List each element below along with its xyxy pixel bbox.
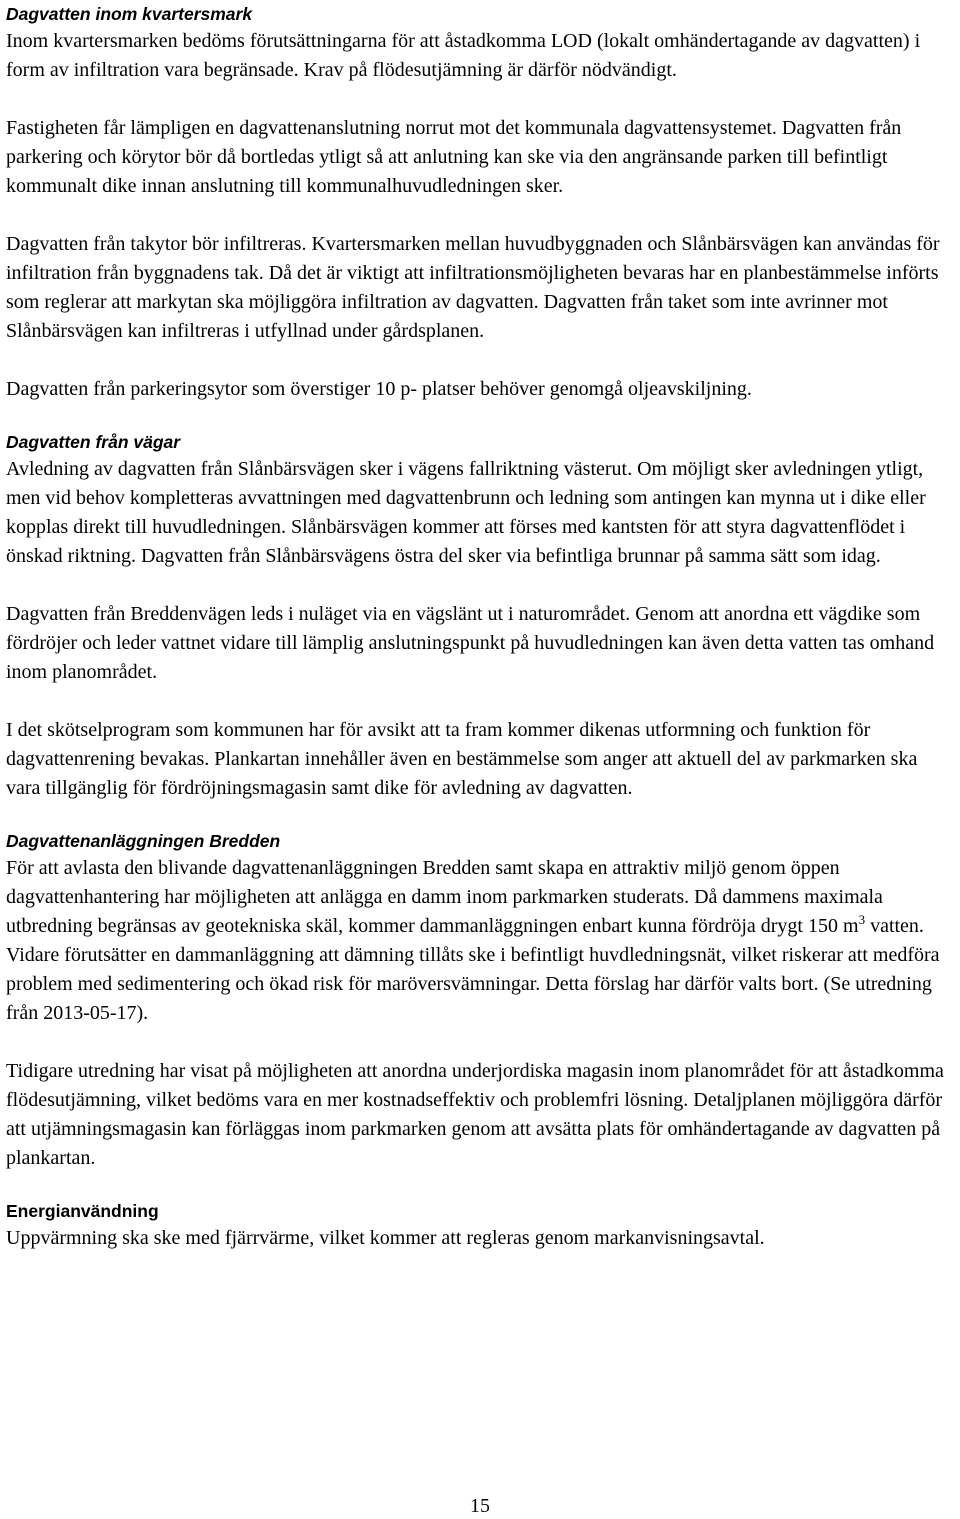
paragraph-bredden-2: Tidigare utredning har visat på möjligheten att anordna underjordiska magasin inom planområdet för att åstadkomma flödesutjämning, vilket bedöms vara en mer kostnadseffektiv och problemfri lösning. Detaljplanen möjliggöra därför att utjämningsmagasin kan förläggas inom parkmarken genom att avsätta plats för omhändertagande av dagvatten på plankartan. [6,1060,944,1169]
heading-dagvattenanlaggningen-bredden: Dagvattenanläggningen Bredden [6,831,281,851]
heading-dagvatten-kvartersmark: Dagvatten inom kvartersmark [6,4,253,24]
paragraph-vagar-2: Dagvatten från Breddenvägen leds i nuläget via en vägslänt ut i naturområdet. Genom att anordna ett vägdike som fördröjer och leder vattnet vidare till lämplig anslutningspunkt på huvudledningen kan även detta vatten tas omhand inom planområdet. [6,603,935,683]
page-number: 15 [470,1495,490,1517]
document-page [6,2,956,1253]
paragraph-kvartersmark-4: Dagvatten från parkeringsytor som överstiger 10 p- platser behöver genomgå oljeavskiljning. [6,378,752,400]
paragraph-vagar-1: Avledning av dagvatten från Slånbärsvägen sker i vägens fallriktning västerut. Om möjligt sker avledningen ytligt, men vid behov kompletteras avvattningen med dagvattenbrunn och ledning som antingen kan mynna ut i dike eller kopplas direkt till huvudledningen. Slånbärsvägen kommer att förses med kantsten för att styra dagvattenflödet i önskad riktning. Dagvatten från Slånbärsvägens östra del sker via befintliga brunnar på samma sätt som idag. [6,458,926,567]
paragraph-bredden-1-text-continued: vatten. Vidare förutsätter en dammanläggning att dämning tillåts ske i befintligt huvdledningsnät, vilket riskerar att medföra problem med sedimentering och ökad risk för maröversvämningar. Detta förslag har därför valts bort. (Se utredning från 2013-05-17). [6,915,940,1024]
paragraph-kvartersmark-1: Inom kvartersmarken bedöms förutsättningarna för att åstadkomma LOD (lokalt omhändertagande av dagvatten) i form av infiltration vara begränsade. Krav på flödesutjämning är därför nödvändigt. [6,30,921,81]
paragraph-vagar-3: I det skötselprogram som kommunen har för avsikt att ta fram kommer dikenas utformning och funktion för dagvattenrening bevakas. Plankartan innehåller även en bestämmelse som anger att aktuell del av parkmarken ska vara tillgänglig för fördröjningsmagasin samt dike för avledning av dagvatten. [6,719,918,799]
paragraph-kvartersmark-3: Dagvatten från takytor bör infiltreras. Kvartersmarken mellan huvudbyggnaden och Slånbärsvägen kan användas för infiltration från byggnadens tak. Då det är viktigt att infiltrationsmöjligheten bevaras har en planbestämmelse införts som reglerar att markytan ska möjliggöra infiltration av dagvatten. Dagvatten från taket som inte avrinner mot Slånbärsvägen kan infiltreras i utfyllnad under gårdsplanen. [6,233,940,342]
paragraph-energi-1: Uppvärmning ska ske med fjärrvärme, vilket kommer att regleras genom markanvisningsavtal. [6,1227,765,1249]
cubic-superscript: 3 [858,912,866,927]
heading-dagvatten-vagar: Dagvatten från vägar [6,432,181,452]
paragraph-kvartersmark-2: Fastigheten får lämpligen en dagvattenanslutning norrut mot det kommunala dagvattensystemet. Dagvatten från parkering och körytor bör då bortledas ytligt så att anlutning kan ske via den angränsande parken till befintligt kommunalt dike innan anslutning till kommunalhuvudledningen sker. [6,117,902,197]
paragraph-bredden-1-text: För att avlasta den blivande dagvattenanläggningen Bredden samt skapa en attraktiv miljö genom öppen dagvattenhantering har möjligheten att anlägga en damm inom parkmarken studerats. Då dammens maximala utbredning begränsas av geotekniska skäl, kommer dammanläggningen enbart kunna fördröja drygt 150 m [6,857,883,937]
heading-energianvandning: Energianvändning [6,1201,159,1221]
paragraph-bredden-1 [6,854,956,1028]
